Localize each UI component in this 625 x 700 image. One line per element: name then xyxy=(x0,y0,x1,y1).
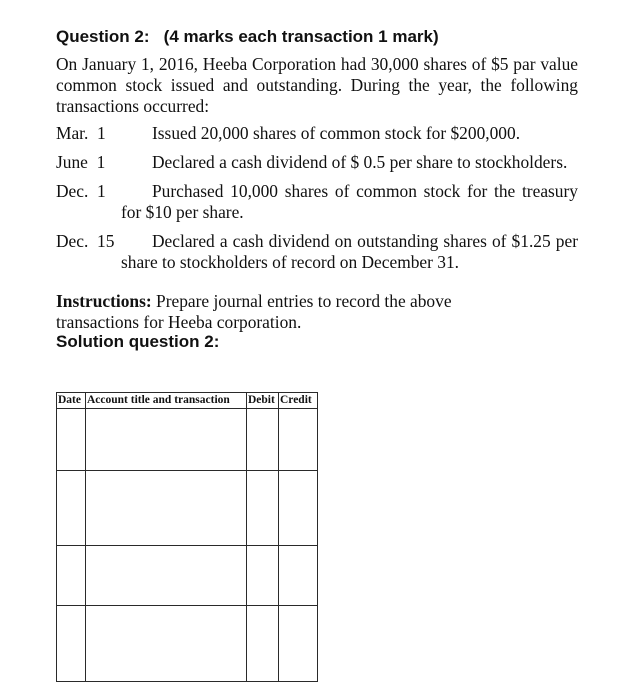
cell-account-title[interactable] xyxy=(86,606,247,682)
instructions-text: Prepare journal entries to record the above transactions for Heeba corporation. xyxy=(56,291,452,332)
journal-entry-table xyxy=(56,392,318,682)
transaction-date: Dec. 1 xyxy=(56,181,106,201)
question-intro: On January 1, 2016, Heeba Corporation had 30,000 shares of $5 par value common stock issued and outstanding. During the year, the following transactions occurred: xyxy=(56,54,578,116)
transaction-item xyxy=(56,123,578,144)
cell-debit[interactable] xyxy=(247,546,279,606)
transaction-date: Mar. 1 xyxy=(56,123,106,143)
cell-debit[interactable] xyxy=(247,471,279,546)
cell-account-title[interactable] xyxy=(86,471,247,546)
instructions xyxy=(56,291,496,333)
cell-account-title[interactable] xyxy=(86,409,247,471)
cell-credit[interactable] xyxy=(279,606,318,682)
cell-debit[interactable] xyxy=(247,409,279,471)
cell-date[interactable] xyxy=(57,606,86,682)
transaction-description: Purchased 10,000 shares of common stock for the treasury for $10 per share. xyxy=(121,181,578,222)
transaction-description: Declared a cash dividend of $ 0.5 per share to stockholders. xyxy=(152,152,568,172)
transaction-list xyxy=(56,123,578,273)
header-date: Date xyxy=(57,393,86,409)
cell-account-title[interactable] xyxy=(86,546,247,606)
table-header-row xyxy=(57,393,318,409)
instructions-label: Instructions: xyxy=(56,291,152,311)
transaction-item xyxy=(56,231,578,273)
cell-date[interactable] xyxy=(57,546,86,606)
cell-date[interactable] xyxy=(57,471,86,546)
table-row xyxy=(57,409,318,471)
cell-credit[interactable] xyxy=(279,471,318,546)
transaction-description: Issued 20,000 shares of common stock for $200,000. xyxy=(152,123,521,143)
question-document xyxy=(56,26,578,352)
transaction-date: Dec. 15 xyxy=(56,231,115,251)
cell-debit[interactable] xyxy=(247,606,279,682)
transaction-date: June 1 xyxy=(56,152,106,172)
transaction-item xyxy=(56,181,578,223)
transaction-description: Declared a cash dividend on outstanding shares of $1.25 per share to stockholders of record on December 31. xyxy=(121,231,578,272)
question-title: Question 2: (4 marks each transaction 1 mark) xyxy=(56,27,439,46)
header-debit: Debit xyxy=(247,393,279,409)
table-row xyxy=(57,471,318,546)
table-row xyxy=(57,546,318,606)
header-account-title: Account title and transaction xyxy=(86,393,247,409)
table-row xyxy=(57,606,318,682)
cell-credit[interactable] xyxy=(279,546,318,606)
header-credit: Credit xyxy=(279,393,318,409)
solution-title: Solution question 2: xyxy=(56,332,220,351)
cell-date[interactable] xyxy=(57,409,86,471)
cell-credit[interactable] xyxy=(279,409,318,471)
transaction-item xyxy=(56,152,578,173)
